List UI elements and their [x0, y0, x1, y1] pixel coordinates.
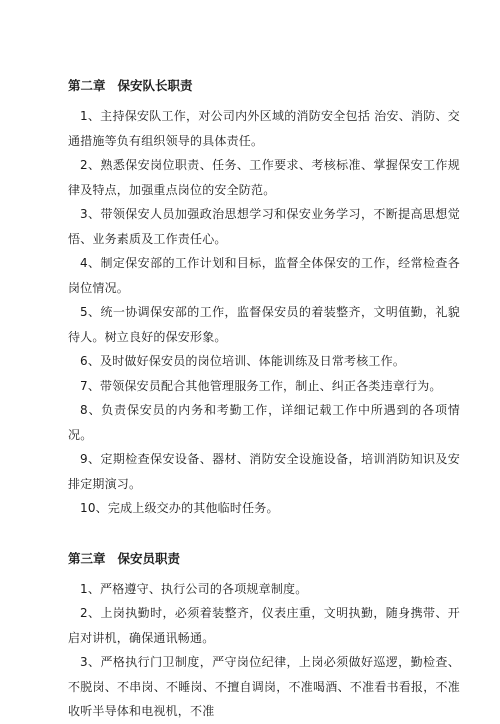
chapter-3-heading: [68, 551, 460, 567]
chapter-2-item: 10、完成上级交办的其他临时任务。: [80, 501, 279, 515]
document-page: [68, 78, 460, 724]
chapter-2-item: 9、定期检查保安设备、器材、消防安全设施设备，培训消防知识及安排定期演习。: [68, 452, 460, 491]
chapter-2-item: 6、及时做好保安员的岗位培训、体能训练及日常考核工作。: [80, 354, 406, 368]
chapter-3-item: 2、上岗执勤时，必须着装整齐，仪表庄重，文明执勤，随身携带、开启对讲机，确保通讯畅通。: [68, 606, 460, 645]
chapter-3-title: 保安员职责: [117, 550, 181, 566]
chapter-3-section: [68, 551, 460, 724]
chapter-2-item: 4、制定保安部的工作计划和目标，监督全体保安的工作，经常检查各岗位情况。: [68, 256, 460, 295]
chapter-2-heading: [68, 78, 460, 94]
chapter-2-item: 5、统一协调保安部的工作，监督保安员的着装整齐，文明值勤，礼貌待人。树立良好的保安形象。: [68, 305, 460, 344]
chapter-2-item: 2、熟悉保安岗位职责、任务、工作要求、考核标准、掌握保安工作规律及特点，加强重点岗位的安全防范。: [68, 158, 460, 197]
chapter-3-item: 1、严格遵守、执行公司的各项规章制度。: [80, 581, 308, 596]
chapter-2-item: 1、主持保安队工作，对公司内外区域的消防安全包括 治安、消防、交通措施等负有组织领导的具体责任。: [68, 109, 460, 148]
chapter-2-number: 第二章: [68, 78, 106, 93]
chapter-2-title: 保安队长职责: [117, 78, 193, 93]
chapter-2-item: 7、带领保安员配合其他管理服务工作，制止、纠正各类违章行为。: [80, 378, 442, 393]
chapter-3-number: 第三章: [68, 550, 106, 566]
chapter-2-item: 3、带领保安人员加强政治思想学习和保安业务学习，不断提高思想觉悟、业务素质及工作责任心。: [68, 207, 460, 246]
chapter-3-item: 3、严格执行门卫制度，严守岗位纪律，上岗必须做好巡逻，勤检查、不脱岗、不串岗、不睡岗、不擅自调岗，不准喝酒、不准看书看报，不准收听半导体和电视机，不准: [68, 655, 460, 718]
chapter-2-item: 8、负责保安员的内务和考勤工作，详细记载工作中所遇到的各项情况。: [68, 403, 460, 442]
chapter-2-section: [68, 78, 460, 521]
